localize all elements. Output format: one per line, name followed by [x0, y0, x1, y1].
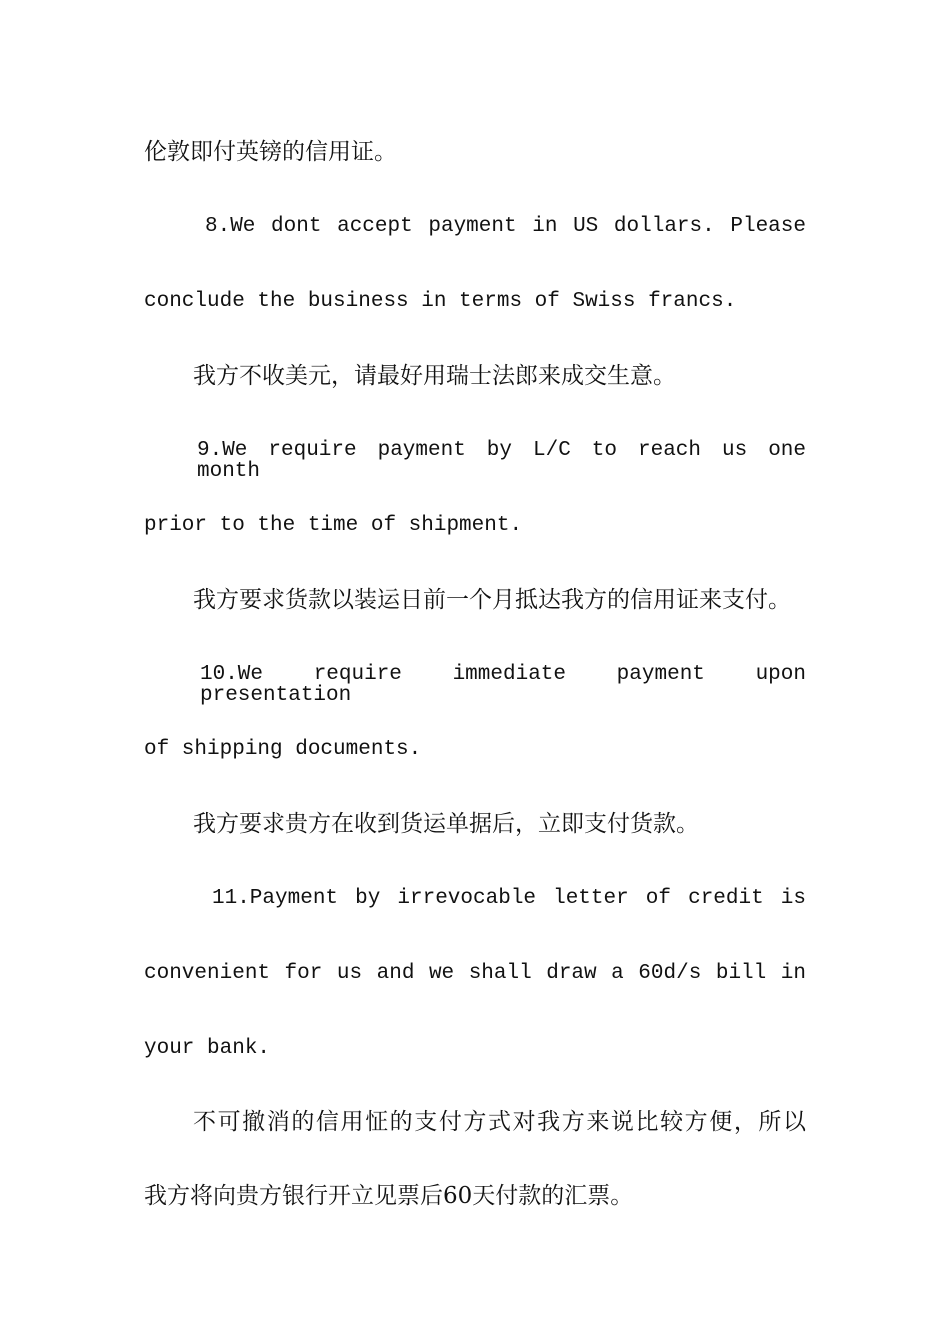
text-line-10: 我方要求贵方在收到货运单据后，立即支付货款。	[193, 811, 699, 837]
text-line-7: 我方要求货款以装运日前一个月抵达我方的信用证来支付。	[193, 587, 791, 613]
text-line-13: your bank.	[144, 1037, 271, 1060]
text-line-3: conclude the business in terms of Swiss francs.	[144, 290, 737, 313]
text-line-11: 11.Payment by irrevocable letter of credit is	[212, 887, 806, 910]
text-line-4: 我方不收美元，请最好用瑞士法郎来成交生意。	[193, 363, 676, 389]
text-line-14: 不可撤消的信用怔的支付方式对我方来说比较方便，所以	[193, 1109, 806, 1135]
text-line-9: of shipping documents.	[144, 738, 422, 761]
text-line-8: 10.We require immediate payment upon presentation	[200, 663, 806, 707]
text-line-2: 8.We dont accept payment in US dollars. Please	[205, 215, 806, 238]
text-line-1: 伦敦即付英镑的信用证。	[144, 139, 397, 165]
text-line-5: 9.We require payment by L/C to reach us one month	[197, 439, 806, 483]
text-line-15: 我方将向贵方银行开立见票后60天付款的汇票。	[144, 1183, 634, 1209]
text-line-12: convenient for us and we shall draw a 60d/s bill in	[144, 962, 806, 985]
text-line-6: prior to the time of shipment.	[144, 514, 523, 537]
